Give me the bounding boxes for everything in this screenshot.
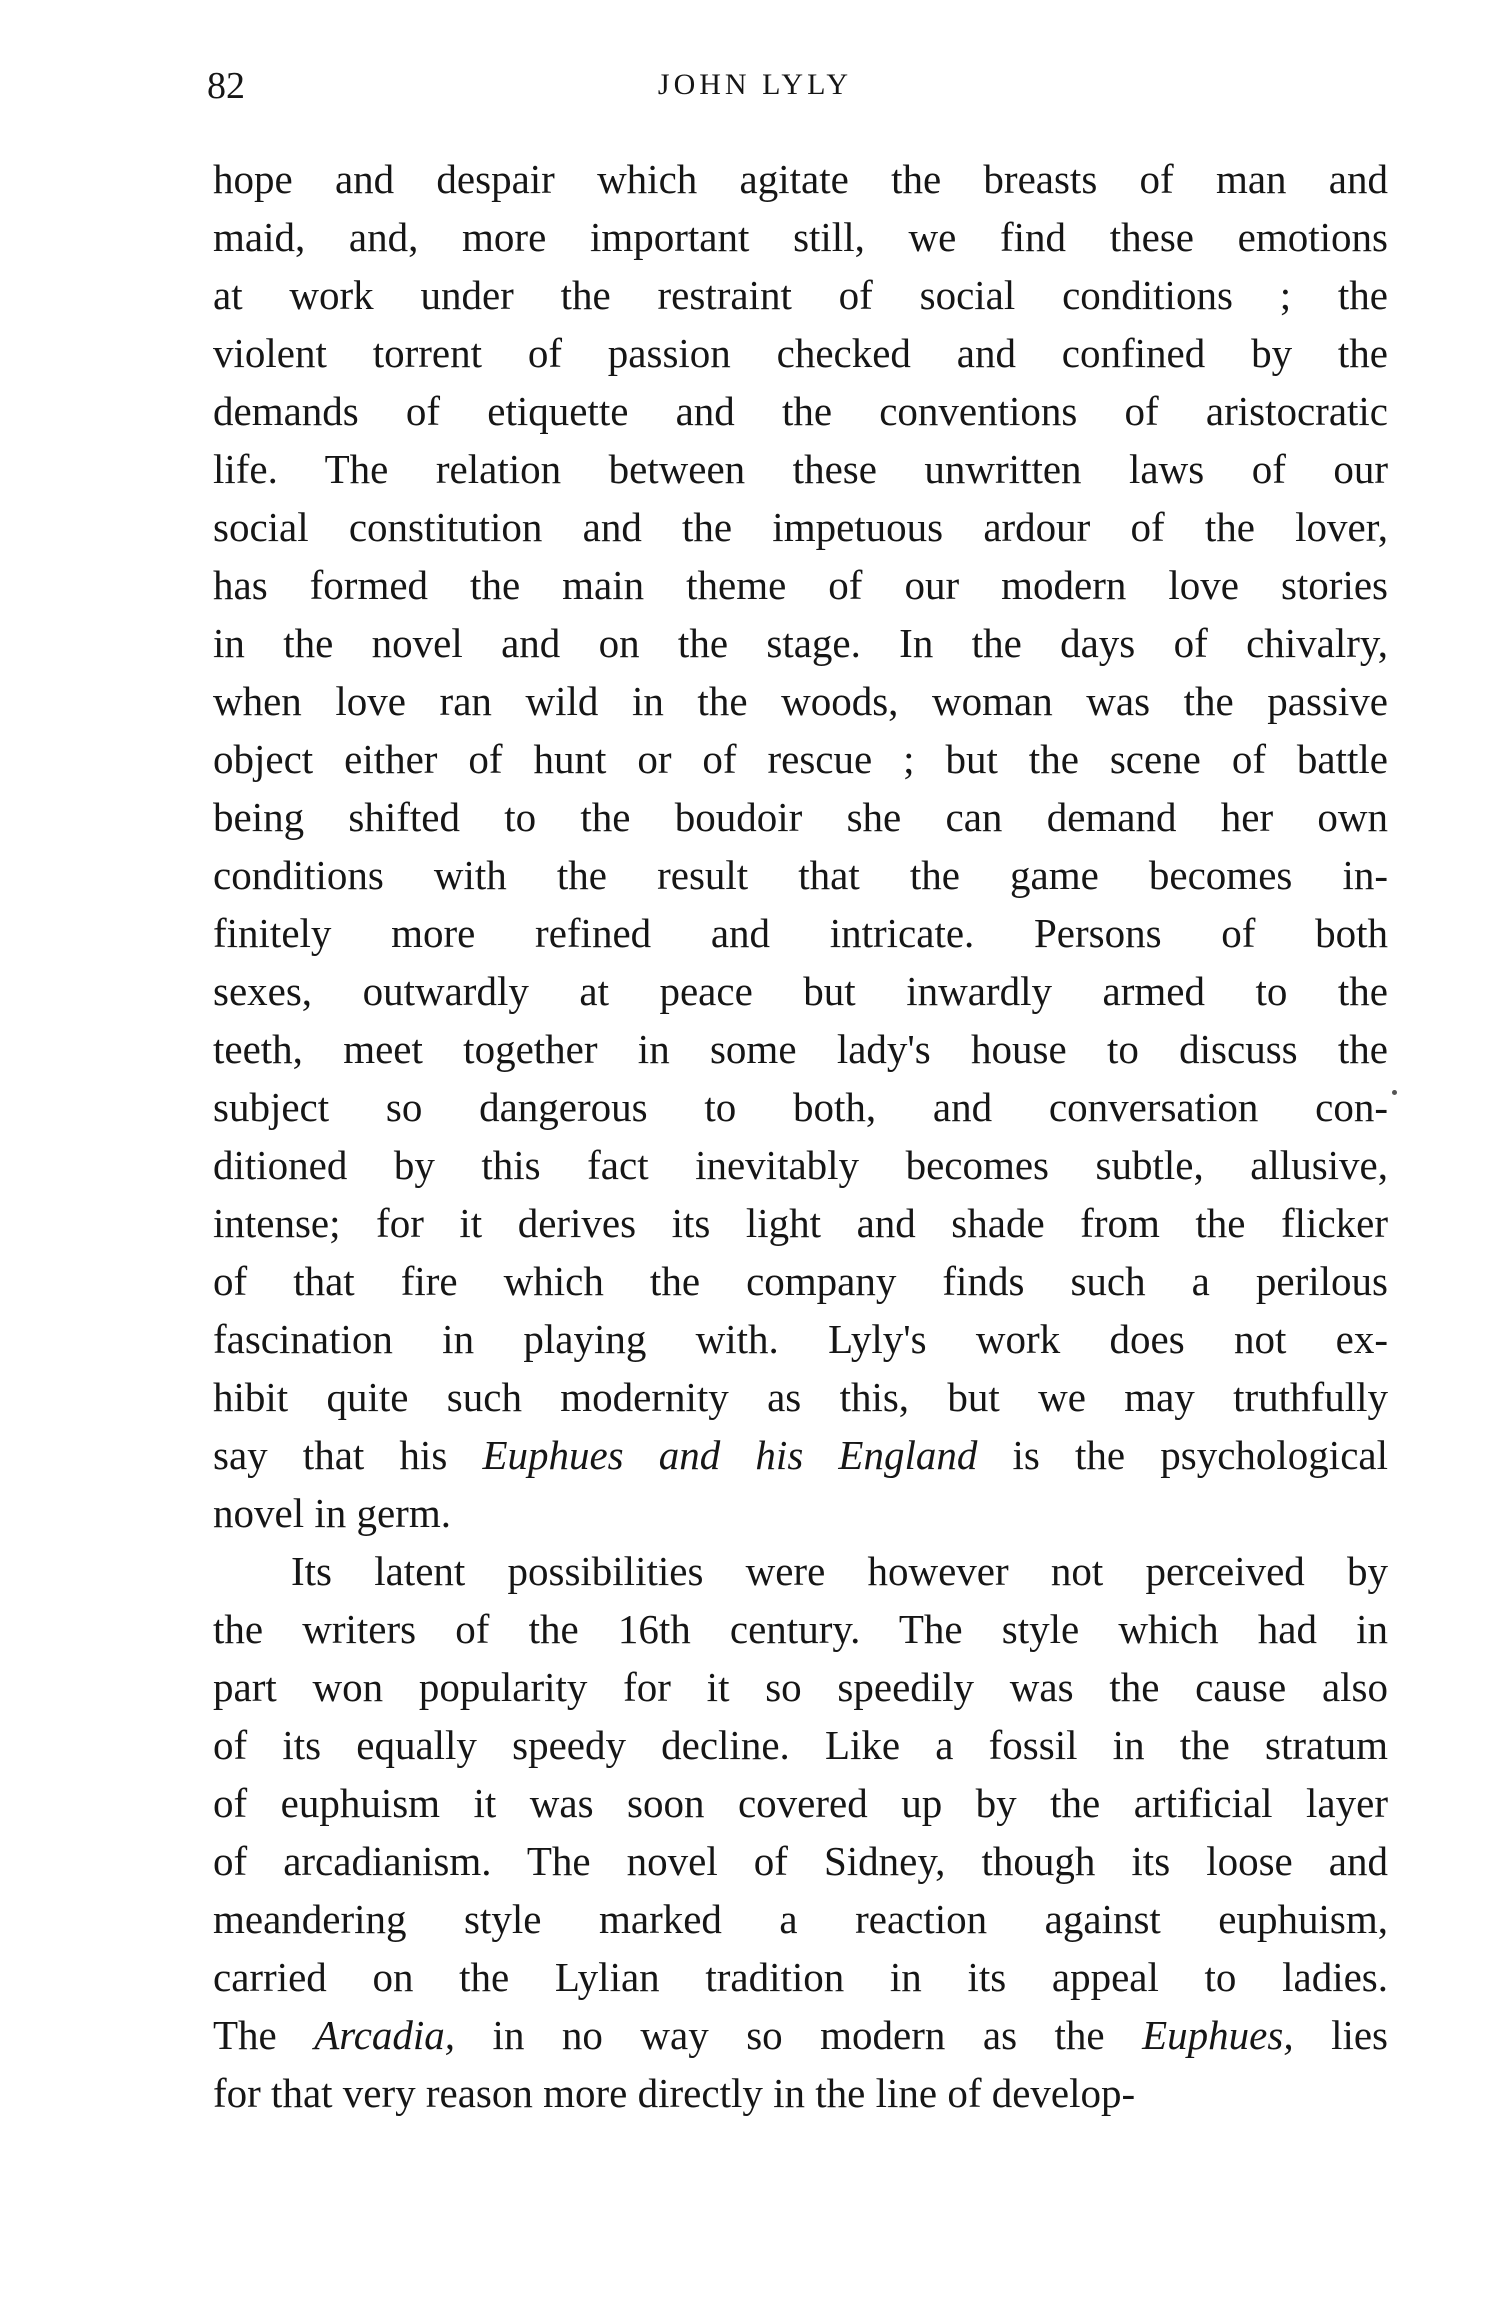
text-run: part won popularity for it so speedily was the cause also — [213, 1664, 1388, 1710]
text-run: of that fire which the company finds such a perilous — [213, 1258, 1388, 1304]
italic-title: Euphues, — [1142, 2012, 1294, 2058]
text-run: of euphuism it was soon covered up by the artificial layer — [213, 1780, 1388, 1826]
text-line — [213, 614, 1388, 672]
text-run: intense; for it derives its light and shade from the flicker — [213, 1200, 1388, 1246]
text-line — [213, 266, 1388, 324]
text-run: novel in germ. — [213, 1490, 451, 1536]
text-run: conditions with the result that the game becomes in- — [213, 852, 1388, 898]
text-run: Its latent possibilities were however not perceived by — [291, 1548, 1388, 1594]
text-run: when love ran wild in the woods, woman was the passive — [213, 678, 1388, 724]
text-line — [213, 324, 1388, 382]
text-run: social constitution and the impetuous ardour of the lover, — [213, 504, 1388, 550]
text-line — [213, 556, 1388, 614]
text-line — [213, 1716, 1388, 1774]
text-run: in no way so modern as the — [455, 2012, 1143, 2058]
text-line — [213, 1020, 1388, 1078]
text-line — [213, 1310, 1388, 1368]
text-line — [213, 846, 1388, 904]
text-line — [213, 1658, 1388, 1716]
text-line — [213, 150, 1388, 208]
text-line — [213, 730, 1388, 788]
text-line — [213, 1252, 1388, 1310]
text-run: lies — [1293, 2012, 1389, 2058]
text-run: subject so dangerous to both, and conversation con- — [213, 1084, 1388, 1130]
text-run: being shifted to the boudoir she can demand her own — [213, 794, 1388, 840]
running-title: JOHN LYLY — [657, 68, 853, 101]
text-line — [213, 672, 1388, 730]
paragraph — [213, 1542, 1388, 2122]
text-run: say that his — [213, 1432, 483, 1478]
text-line — [213, 1194, 1388, 1252]
text-line — [213, 1136, 1388, 1194]
text-run: carried on the Lylian tradition in its appeal to ladies. — [213, 1954, 1388, 2000]
text-run: at work under the restraint of social conditions ; the — [213, 272, 1388, 318]
italic-title: Euphues and his England — [482, 1432, 978, 1478]
text-run: violent torrent of passion checked and confined by the — [213, 330, 1388, 376]
text-line — [213, 498, 1388, 556]
text-run: is the psychological — [977, 1432, 1388, 1478]
text-run: life. The relation between these unwritten laws of our — [213, 446, 1388, 492]
text-run: demands of etiquette and the conventions of aristocratic — [213, 388, 1388, 434]
text-line — [213, 1078, 1388, 1136]
text-line — [213, 382, 1388, 440]
text-line — [213, 2006, 1388, 2064]
text-run: teeth, meet together in some lady's house to discuss the — [213, 1026, 1388, 1072]
body-text — [213, 150, 1388, 2122]
page-number: 82 — [207, 65, 245, 107]
text-line — [213, 208, 1388, 266]
text-run: ditioned by this fact inevitably becomes subtle, allusive, — [213, 1142, 1388, 1188]
text-run: sexes, outwardly at peace but inwardly armed to the — [213, 968, 1388, 1014]
text-line — [213, 440, 1388, 498]
text-line — [213, 2064, 1388, 2122]
text-run: The — [213, 2012, 315, 2058]
text-run: of arcadianism. The novel of Sidney, though its loose and — [213, 1838, 1388, 1884]
text-run: meandering style marked a reaction against euphuism, — [213, 1896, 1388, 1942]
text-line — [213, 1542, 1388, 1600]
page-header — [0, 64, 1510, 124]
text-run: fascination in playing with. Lyly's work does not ex- — [213, 1316, 1388, 1362]
text-line — [213, 1484, 1388, 1542]
text-line — [213, 1832, 1388, 1890]
italic-title: Arcadia, — [314, 2012, 456, 2058]
text-line — [213, 788, 1388, 846]
text-run: for that very reason more directly in the line of develop- — [213, 2070, 1136, 2116]
text-run: maid, and, more important still, we find these emotions — [213, 214, 1388, 260]
text-line — [213, 1368, 1388, 1426]
text-line — [213, 962, 1388, 1020]
text-line — [213, 1774, 1388, 1832]
text-run: has formed the main theme of our modern love stories — [213, 562, 1388, 608]
text-line — [213, 1890, 1388, 1948]
text-run: hope and despair which agitate the breasts of man and — [213, 156, 1388, 202]
text-run: the writers of the 16th century. The style which had in — [213, 1606, 1388, 1652]
text-run: of its equally speedy decline. Like a fossil in the stratum — [213, 1722, 1388, 1768]
text-line — [213, 904, 1388, 962]
ink-speck — [1392, 1090, 1397, 1095]
text-line — [213, 1600, 1388, 1658]
text-line — [213, 1948, 1388, 2006]
paragraph — [213, 150, 1388, 1542]
text-run: object either of hunt or of rescue ; but the scene of battle — [213, 736, 1388, 782]
text-run: in the novel and on the stage. In the days of chivalry, — [213, 620, 1388, 666]
text-run: finitely more refined and intricate. Persons of both — [213, 910, 1388, 956]
text-run: hibit quite such modernity as this, but we may truthfully — [213, 1374, 1388, 1420]
text-line — [213, 1426, 1388, 1484]
